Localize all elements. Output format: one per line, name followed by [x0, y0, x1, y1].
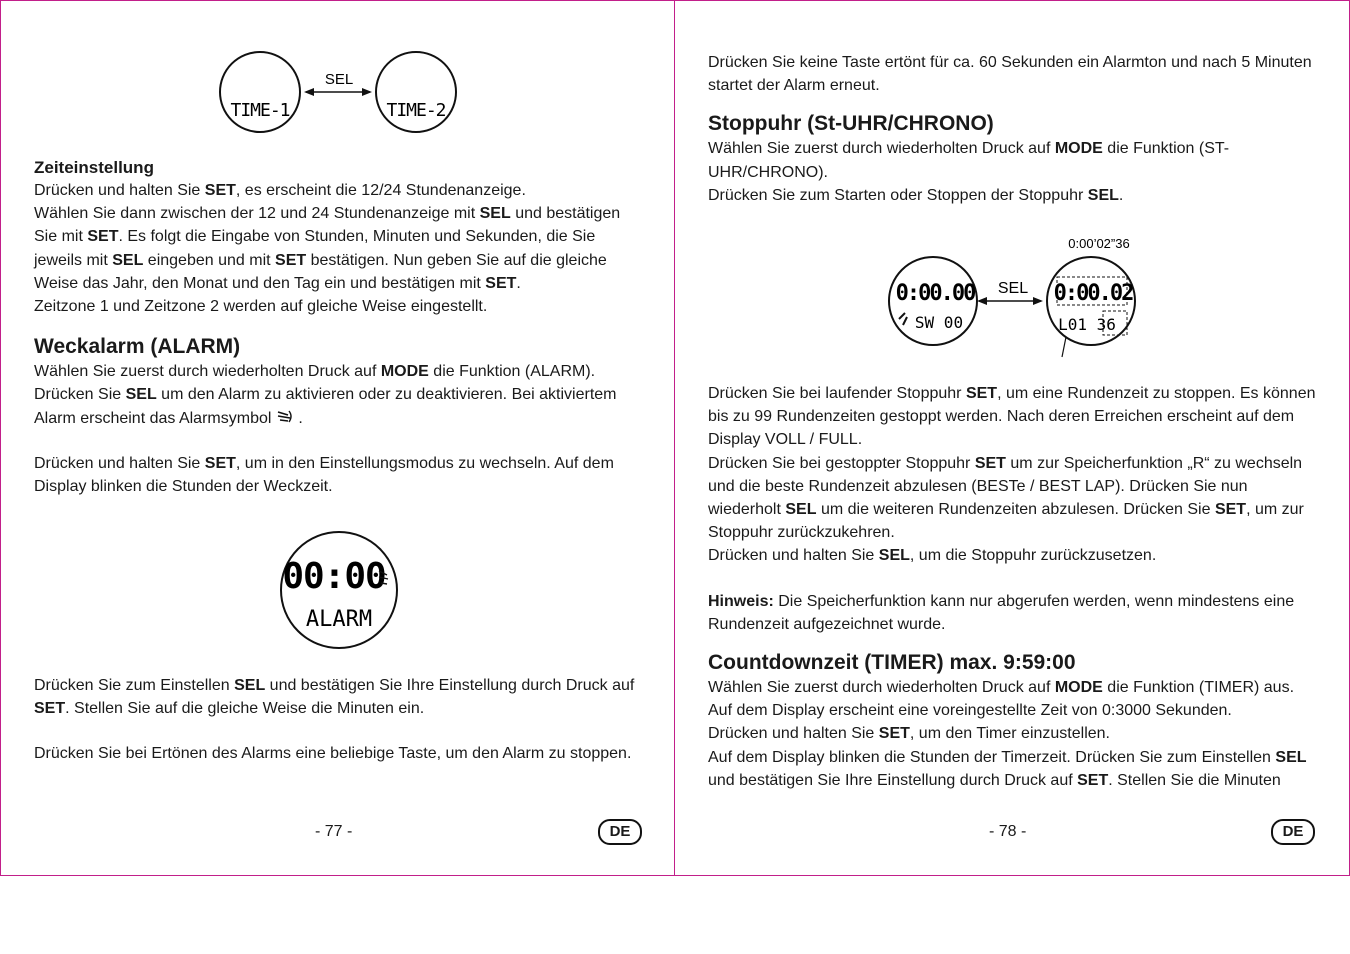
stop-paragraph-1: [708, 137, 1319, 183]
key-set: SET: [87, 228, 119, 246]
text-run: die Funktion (TIMER) aus.: [1102, 679, 1295, 697]
text-run: . Es folgt die Eingabe von Stunden, Minuten und Sekunden, die Sie jeweils mit: [34, 228, 596, 269]
hint-paragraph: [708, 590, 1319, 636]
stop-paragraph-5: [708, 544, 1319, 567]
left-column-lower: [34, 674, 644, 766]
alarm-paragraph-2: [34, 383, 644, 429]
stop-paragraph-4: [708, 452, 1319, 545]
text-run: und bestätigen Sie Ihre Einstellung durch Druck auf: [708, 771, 1078, 789]
text-run: Drücken Sie zum Starten oder Stoppen der Stoppuhr: [708, 186, 1088, 204]
text-run: Wählen Sie zuerst durch wiederholten Druck auf: [708, 679, 1055, 697]
text-run: um zur Speicherfunktion „R“ zu wechseln und die beste Rundenzeit abzulesen (BESTe / BEST LAP). Drücken Sie nun wiederholt: [708, 454, 1303, 519]
text-run: , es erscheint die 12/24 Stundenanzeige.: [235, 182, 526, 199]
text-run: die Funktion (ST-UHR/CHRONO).: [708, 140, 1230, 181]
page-number: - 78 -: [989, 823, 1027, 840]
display-text-time1: TIME-1: [230, 100, 290, 121]
alarm-diagram: [277, 529, 401, 653]
text-run: , um die Stoppuhr zurückzusetzen.: [909, 547, 1157, 565]
key-set: SET: [1214, 501, 1247, 519]
text-run: Drücken und halten Sie: [34, 182, 205, 199]
time-paragraph-2: [34, 202, 644, 295]
key-sel: SEL: [125, 386, 157, 404]
text-run: und bestätigen Sie mit: [34, 205, 621, 246]
display-lap-time: 0:00.02: [1053, 281, 1133, 306]
section-title-stoppuhr: Stoppuhr (St-UHR/CHRONO): [708, 112, 994, 136]
key-set: SET: [204, 182, 236, 199]
alarm-paragraph-5: Drücken Sie bei Ertönen des Alarms eine beliebige Taste, um den Alarm zu stoppen.: [34, 745, 632, 763]
text-run: Wählen Sie zuerst durch wiederholten Druck auf: [708, 140, 1055, 158]
intro-paragraph: Drücken Sie keine Taste ertönt für ca. 60 Sekunden ein Alarmton und nach 5 Minuten startet der Alarm erneut.: [708, 54, 1312, 95]
manual-page-78: [674, 0, 1350, 876]
text-run: Drücken Sie bei laufender Stoppuhr: [708, 385, 966, 402]
key-sel: SEL: [785, 501, 817, 519]
text-run: Auf dem Display blinken die Stunden der Timerzeit. Drücken Sie zum Einstellen: [708, 748, 1276, 766]
pointer-line: [1062, 337, 1066, 357]
display-lap-label: L01 36: [1058, 315, 1116, 334]
text-run: Drücken und halten Sie: [708, 547, 879, 565]
key-sel: SEL: [1087, 186, 1119, 204]
key-set: SET: [974, 454, 1006, 472]
language-badge: DE: [598, 819, 642, 845]
arrow-left-head: [304, 88, 314, 96]
text-run: . Stellen Sie die Minuten: [1108, 771, 1281, 789]
page-number: - 77 -: [315, 823, 353, 840]
key-set: SET: [485, 274, 517, 292]
time-paragraph-3: Zeitzone 1 und Zeitzone 2 werden auf gleiche Weise eingestellt.: [34, 298, 488, 316]
text-run: Wählen Sie dann zwischen der 12 und 24 Stundenanzeige mit: [34, 205, 480, 223]
time-paragraph-1: [34, 179, 644, 202]
text-run: und bestätigen Sie Ihre Einstellung durch Druck auf: [265, 677, 635, 694]
text-run: .: [1118, 186, 1124, 204]
timer-paragraph-3: [708, 722, 1319, 745]
stop-paragraph-2: [708, 184, 1319, 207]
text-run: Die Speicherfunktion kann nur abgerufen werden, wenn mindestens eine Rundenzeit aufgezeichnet wurde.: [708, 592, 1295, 633]
arrow-right-head: [362, 88, 372, 96]
section-title-zeiteinstellung: Zeiteinstellung: [34, 158, 154, 177]
alarm-symbol-icon: [276, 410, 294, 424]
lap-time-caption: 0:00’02”36: [1068, 236, 1130, 251]
text-run: .: [293, 409, 303, 427]
text-run: um den Alarm zu aktivieren oder zu deaktivieren. Bei aktiviertem Alarm erscheint das Alarmsymbol: [34, 386, 617, 427]
key-set: SET: [34, 700, 66, 718]
key-sel: SEL: [1275, 748, 1307, 766]
key-mode: MODE: [380, 363, 429, 381]
hint-label: Hinweis:: [708, 592, 774, 610]
key-sel: SEL: [112, 251, 144, 269]
alarm-paragraph-1: [34, 360, 644, 383]
key-sel: SEL: [878, 547, 910, 565]
text-run: , um den Timer einzustellen.: [909, 725, 1110, 743]
key-mode: MODE: [1054, 140, 1103, 158]
stopwatch-diagram: [885, 233, 1155, 361]
text-run: , um zur Stoppuhr zurückzukehren.: [708, 501, 1304, 542]
right-column: [708, 51, 1319, 207]
text-run: Drücken und halten Sie: [34, 454, 205, 472]
right-column-lower: [708, 382, 1319, 792]
text-run: Wählen Sie zuerst durch wiederholten Druck auf: [34, 363, 381, 381]
arrow-left-head: [977, 297, 987, 305]
text-run: Drücken Sie bei gestoppter Stoppuhr: [708, 454, 975, 472]
text-run: , um eine Rundenzeit zu stoppen. Es können bis zu 99 Rundenzeiten gestoppt werden. Nach deren Erreichen erscheint auf dem Display VOLL / FULL.: [708, 385, 1316, 449]
text-run: eingeben und mit: [143, 251, 276, 269]
left-column: [34, 156, 644, 498]
text-run: bestätigen. Nun geben Sie auf die gleiche Weise das Jahr, den Monat und den Tag ein und bestätigen mit: [34, 251, 607, 292]
timer-paragraph-2: Auf dem Display erscheint eine voreingestellte Zeit von 0:3000 Sekunden.: [708, 702, 1232, 720]
key-sel: SEL: [234, 677, 266, 694]
text-run: , um in den Einstellungsmodus zu wechseln. Auf dem Display blinken die Stunden der Weckzeit.: [34, 454, 614, 496]
timer-paragraph-4: [708, 746, 1319, 792]
alarm-paragraph-4: [34, 674, 644, 720]
timer-paragraph-1: [708, 676, 1319, 699]
sel-label: SEL: [324, 71, 354, 88]
stop-paragraph-3: [708, 382, 1319, 452]
manual-page-77: [0, 0, 675, 876]
key-set: SET: [878, 725, 910, 743]
display-stopwatch-label: SW 00: [914, 313, 964, 332]
section-title-countdown: Countdownzeit (TIMER) max. 9:59:00: [708, 651, 1076, 675]
sel-label: SEL: [997, 280, 1029, 297]
text-run: Drücken Sie: [34, 386, 126, 404]
key-set: SET: [1077, 771, 1109, 789]
key-mode: MODE: [1054, 679, 1103, 697]
text-run: . Stellen Sie auf die gleiche Weise die Minuten ein.: [65, 700, 425, 718]
text-run: Drücken Sie zum Einstellen: [34, 677, 235, 694]
text-run: Drücken und halten Sie: [708, 725, 879, 743]
text-run: die Funktion (ALARM).: [428, 363, 596, 381]
display-text-time2: TIME-2: [386, 100, 446, 121]
section-title-weckalarm: Weckalarm (ALARM): [34, 335, 241, 359]
display-alarm-time: 00:00: [282, 556, 386, 597]
language-badge: DE: [1271, 819, 1315, 845]
key-set: SET: [965, 385, 998, 402]
key-set: SET: [204, 454, 236, 472]
display-stopwatch-time: 0:00.00: [895, 281, 975, 306]
arrow-right-head: [1033, 297, 1043, 305]
display-alarm-label: ALARM: [305, 607, 373, 632]
text-run: um die weiteren Rundenzeiten abzulesen. Drücken Sie: [816, 501, 1215, 519]
text-run: .: [516, 274, 521, 292]
time-zone-diagram: [216, 49, 461, 137]
key-set: SET: [275, 251, 307, 269]
key-sel: SEL: [479, 205, 511, 223]
alarm-paragraph-3: [34, 452, 644, 498]
